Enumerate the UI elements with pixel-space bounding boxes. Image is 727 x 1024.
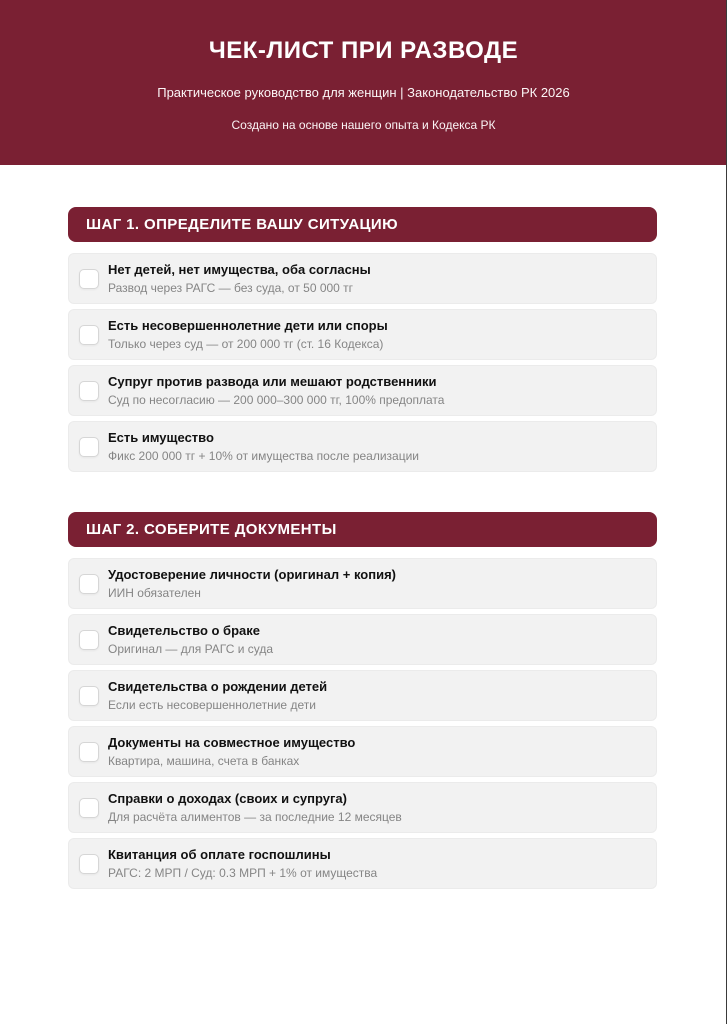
checklist-item[interactable] [68, 614, 657, 665]
item-label: Нет детей, нет имущества, оба согласны [108, 262, 371, 277]
checkbox[interactable] [79, 630, 99, 650]
section-items [68, 253, 657, 472]
item-note: Для расчёта алиментов — за последние 12 месяцев [108, 810, 402, 824]
checklist-item[interactable] [68, 558, 657, 609]
section-heading [68, 207, 657, 242]
header-banner [0, 0, 727, 165]
item-label: Свидетельство о браке [108, 623, 260, 638]
checklist-item[interactable] [68, 782, 657, 833]
item-note: Если есть несовершеннолетние дети [108, 698, 316, 712]
item-text [108, 791, 642, 824]
section-heading-label: ШАГ 1. ОПРЕДЕЛИТЕ ВАШУ СИТУАЦИЮ [86, 216, 398, 233]
item-text [108, 623, 642, 656]
section-heading-label: ШАГ 2. СОБЕРИТЕ ДОКУМЕНТЫ [86, 521, 337, 538]
item-text [108, 430, 642, 463]
item-note: ИИН обязателен [108, 586, 201, 600]
section-items [68, 558, 657, 889]
item-note: Оригинал — для РАГС и суда [108, 642, 274, 656]
checkbox[interactable] [79, 574, 99, 594]
item-text [108, 679, 642, 712]
checklist-content [68, 207, 657, 889]
item-note: Квартира, машина, счета в банках [108, 754, 300, 768]
item-label: Свидетельства о рождении детей [108, 679, 328, 694]
item-text [108, 374, 642, 407]
item-label: Супруг против развода или мешают родственники [108, 374, 437, 389]
item-note: Только через суд — от 200 000 тг (ст. 16 Кодекса) [108, 337, 384, 351]
checklist-section [68, 207, 657, 472]
checkbox[interactable] [79, 742, 99, 762]
checklist-item[interactable] [68, 309, 657, 360]
item-text [108, 262, 642, 295]
item-label: Есть имущество [108, 430, 214, 445]
header-tagline: Создано на основе нашего опыта и Кодекса РК [231, 118, 496, 132]
section-heading [68, 512, 657, 547]
header-subtitle: Практическое руководство для женщин | Законодательство РК 2026 [157, 85, 570, 100]
checkbox[interactable] [79, 269, 99, 289]
page-title: ЧЕК-ЛИСТ ПРИ РАЗВОДЕ [208, 37, 519, 64]
checklist-item[interactable] [68, 253, 657, 304]
checklist-item[interactable] [68, 838, 657, 889]
item-note: Развод через РАГС — без суда, от 50 000 тг [108, 281, 354, 295]
item-label: Документы на совместное имущество [108, 735, 356, 750]
item-note: Фикс 200 000 тг + 10% от имущества после реализации [108, 449, 420, 463]
checklist-section [68, 512, 657, 889]
checklist-item[interactable] [68, 670, 657, 721]
item-note: РАГС: 2 МРП / Суд: 0.3 МРП + 1% от имущества [108, 866, 378, 880]
checkbox[interactable] [79, 437, 99, 457]
item-label: Есть несовершеннолетние дети или споры [108, 318, 388, 333]
item-note: Суд по несогласию — 200 000–300 000 тг, 100% предоплата [108, 393, 445, 407]
checkbox[interactable] [79, 325, 99, 345]
item-label: Квитанция об оплате госпошлины [108, 847, 331, 862]
item-text [108, 318, 642, 351]
item-label: Удостоверение личности (оригинал + копия) [108, 567, 396, 582]
item-text [108, 735, 642, 768]
checklist-item[interactable] [68, 365, 657, 416]
item-label: Справки о доходах (своих и супруга) [108, 791, 347, 806]
checkbox[interactable] [79, 686, 99, 706]
checkbox[interactable] [79, 798, 99, 818]
checklist-item[interactable] [68, 726, 657, 777]
checkbox[interactable] [79, 854, 99, 874]
item-text [108, 847, 642, 880]
checkbox[interactable] [79, 381, 99, 401]
item-text [108, 567, 642, 600]
checklist-item[interactable] [68, 421, 657, 472]
